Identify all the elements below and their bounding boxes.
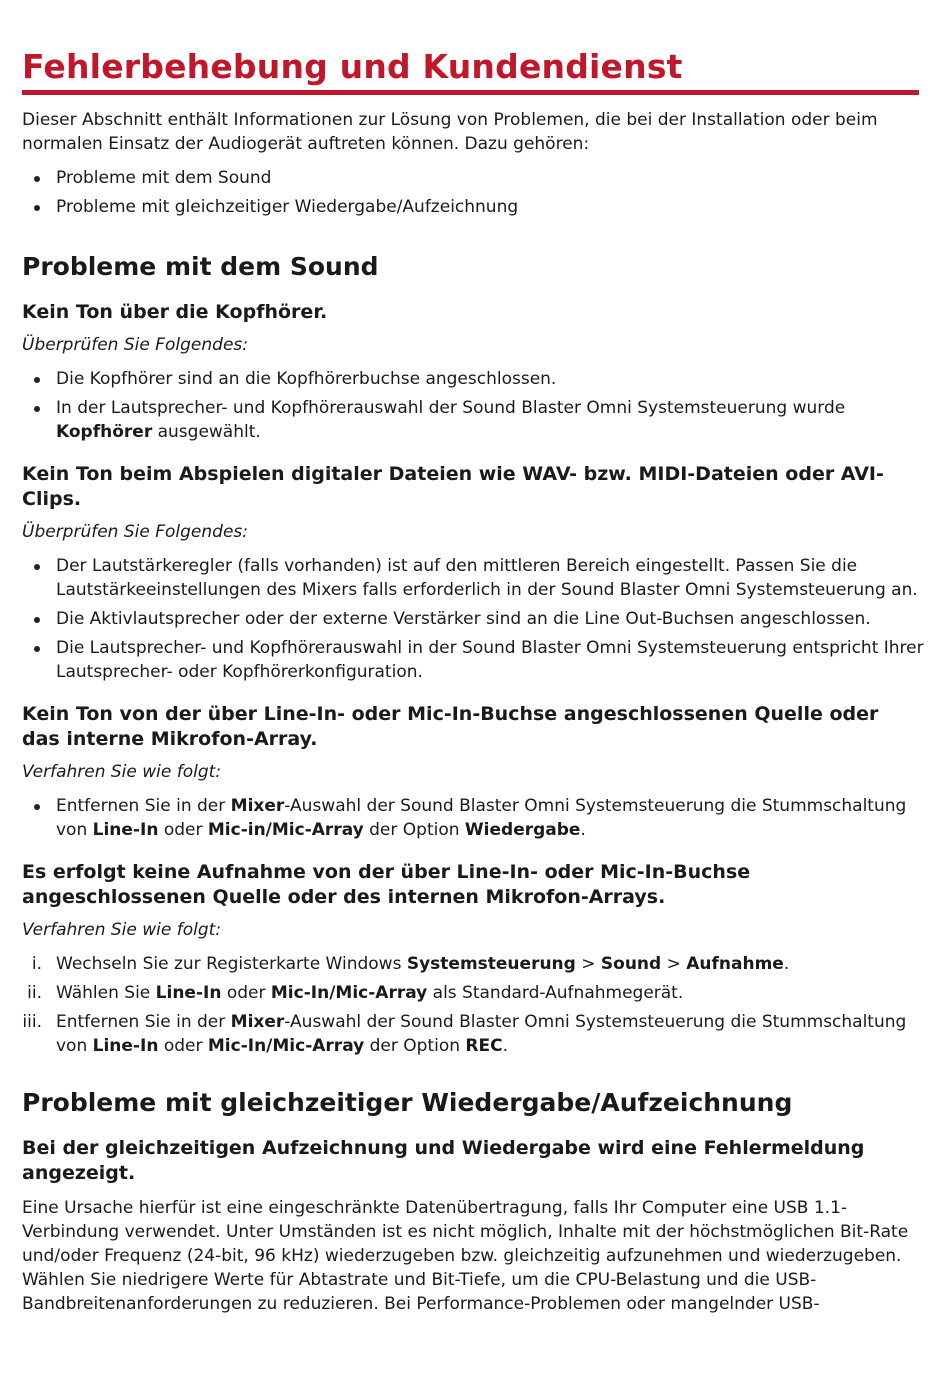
check-list (22, 367, 928, 444)
intro-paragraph: Dieser Abschnitt enthält Informationen zur Lösung von Problemen, die bei der Installation oder beim normalen Einsatz der Audiogerät auftreten können. Dazu gehören: (22, 110, 878, 154)
section-heading-sound: Probleme mit dem Sound (22, 252, 379, 281)
toc-list (22, 166, 928, 219)
problem-lead: Überprüfen Sie Folgendes: (22, 335, 248, 355)
list-item: Die Aktivlautsprecher oder der externe Verstärker sind an die Line Out-Buchsen angeschlossen. (22, 607, 928, 631)
problem-body: Eine Ursache hierfür ist eine eingeschränkte Datenübertragung, falls Ihr Computer eine USB 1.1-Verbindung verwendet. Unter Umständen ist es nicht möglich, Inhalte mit der höchstmöglichen Bit-Rate und/oder Frequenz (24-bit, 96 kHz) wiederzugeben bzw. gleichzeitig aufzunehmen und wiederzugeben. Wählen Sie niedrigere Werte für Abtastrate und Bit-Tiefe, um die CPU-Belastung und die USB-Bandbreitenanforderungen zu reduzieren. Bei Performance-Problemen oder mangelnder USB- (22, 1198, 909, 1314)
list-item: In der Lautsprecher- und Kopfhörerauswahl der Sound Blaster Omni Systemsteuerung wurde Kopfhörer ausgewählt. (22, 396, 928, 444)
problem-lead: Verfahren Sie wie folgt: (22, 920, 222, 940)
list-item: iii. Entfernen Sie in der Mixer-Auswahl der Sound Blaster Omni Systemsteuerung die Stummschaltung von Line-In oder Mic-In/Mic-Array der Option REC. (22, 1012, 907, 1056)
toc-item-playback: Probleme mit gleichzeitiger Wiedergabe/Aufzeichnung (22, 195, 928, 219)
problem-lead: Überprüfen Sie Folgendes: (22, 522, 248, 542)
problem-heading-recording: Es erfolgt keine Aufnahme von der über Line-In- oder Mic-In-Buchse angeschlossenen Quelle oder des internen Mikrofon-Arrays. (22, 861, 751, 908)
list-item: Entfernen Sie in der Mixer-Auswahl der Sound Blaster Omni Systemsteuerung die Stummschaltung von Line-In oder Mic-in/Mic-Array der Option Wiedergabe. (22, 794, 928, 842)
page-title: Fehlerbehebung und Kundendienst (22, 47, 683, 86)
step-list (22, 794, 928, 842)
toc-item-sound: Probleme mit dem Sound (22, 166, 928, 190)
problem-lead: Verfahren Sie wie folgt: (22, 762, 222, 782)
problem-heading-line-in: Kein Ton von der über Line-In- oder Mic-In-Buchse angeschlossenen Quelle oder das interne Mikrofon-Array. (22, 703, 879, 750)
list-item: ii. Wählen Sie Line-In oder Mic-In/Mic-Array als Standard-Aufnahmegerät. (27, 983, 684, 1003)
problem-heading-headphones: Kein Ton über die Kopfhörer. (22, 301, 328, 323)
check-list (22, 554, 928, 684)
section-heading-playback: Probleme mit gleichzeitiger Wiedergabe/Aufzeichnung (22, 1088, 793, 1117)
problem-heading-digital-files: Kein Ton beim Abspielen digitaler Dateien wie WAV- bzw. MIDI-Dateien oder AVI-Clips. (22, 463, 884, 510)
list-item: Die Lautsprecher- und Kopfhörerauswahl in der Sound Blaster Omni Systemsteuerung entspricht Ihrer Lautsprecher- oder Kopfhörerkonfiguration. (22, 636, 928, 684)
list-item: Der Lautstärkeregler (falls vorhanden) ist auf den mittleren Bereich eingestellt. Passen Sie die Lautstärkeeinstellungen des Mixers falls erforderlich in der Sound Blaster Omni Systemsteuerung an. (22, 554, 928, 602)
list-item: i. Wechseln Sie zur Registerkarte Windows Systemsteuerung > Sound > Aufnahme. (31, 954, 790, 974)
title-divider (22, 90, 919, 95)
step-list (22, 952, 928, 1058)
list-item: Die Kopfhörer sind an die Kopfhörerbuchse angeschlossen. (22, 367, 928, 391)
problem-heading-error-message: Bei der gleichzeitigen Aufzeichnung und Wiedergabe wird eine Fehlermeldung angezeigt. (22, 1137, 865, 1184)
